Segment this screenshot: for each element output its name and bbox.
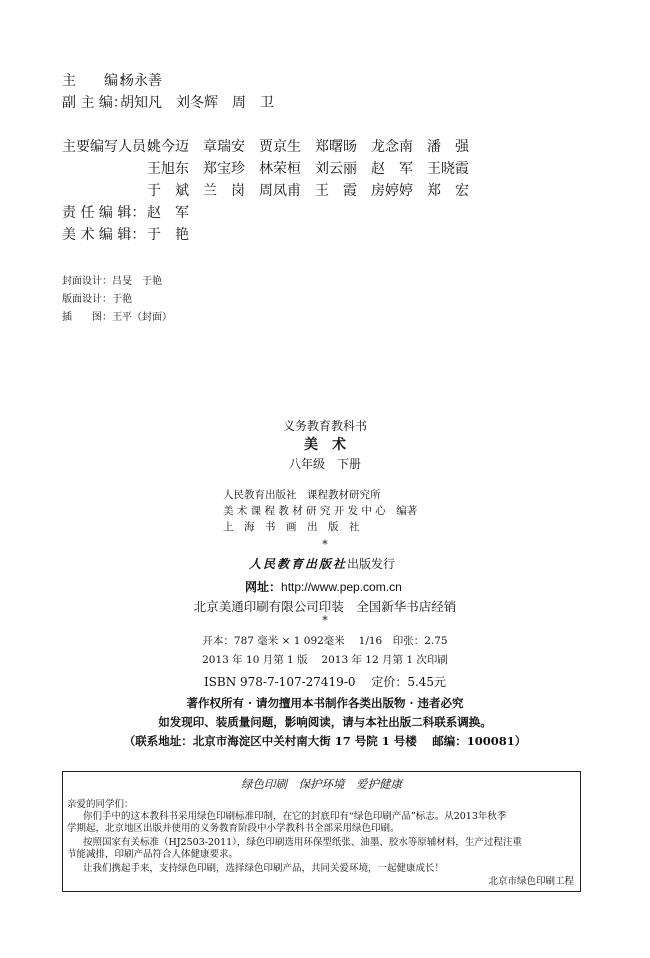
writers-label: 主要编写人员： <box>62 139 160 155</box>
author-line-1: 人民教育出版社 课程教材研究所 <box>223 489 381 501</box>
writers-row-1 <box>62 138 469 156</box>
separator-star-2: * <box>322 614 328 627</box>
layout-design-credit: 版面设计：于艳 <box>62 294 132 305</box>
green-printing-notice-box <box>62 771 581 892</box>
series-title: 义务教育教科书 <box>282 419 367 433</box>
publisher-suffix: 出版发行 <box>347 557 396 571</box>
writers-names-2: 王旭东 郑宝珍 林荣桓 刘云丽 赵 军 王晓霞 <box>147 161 469 177</box>
illustration-credit: 插 图：王平（封面） <box>62 312 172 323</box>
green-printing-signature: 北京市绿色印刷工程 <box>488 876 574 887</box>
cover-design-credit: 封面设计：吕旻 于艳 <box>62 276 162 287</box>
green-printing-text-2: 学期起，北京地区出版并使用的义务教育阶段中小学教科书全部采用绿色印刷。 <box>67 823 400 834</box>
green-printing-text-3: 按照国家有关标准（HJ2503-2011），绿色印刷选用环保型纸张、油墨、胶水等原辅材料，生产过程注重 <box>83 837 522 848</box>
copyright-notice: 著作权所有 · 请勿擅用本书制作各类出版物 · 违者必究 <box>186 696 464 710</box>
art-editor-names: 于 艳 <box>147 227 189 243</box>
green-printing-text-4: 节能减排，印刷产品符合人体健康要求。 <box>67 849 239 860</box>
book-title: 美 术 <box>304 437 346 453</box>
contact-address: （联系地址：北京市海淀区中关村南大街 17 号院 1 号楼 邮编：100081） <box>123 734 527 748</box>
green-printing-text-5: 让我们携起手来，支持绿色印刷，选择绿色印刷产品，共同关爱环境，一起健康成长！ <box>83 863 445 874</box>
responsible-editor-row <box>62 204 189 222</box>
printer-distributor: 北京美通印刷有限公司印装 全国新华书店经销 <box>193 599 457 614</box>
responsible-editor-names: 赵 军 <box>147 205 189 221</box>
publisher-logo-text: 人民教育出版社 <box>249 557 348 571</box>
deputy-editors-label: 副 主 编： <box>62 95 127 111</box>
deputy-editors-row <box>62 94 274 112</box>
green-printing-text-1: 你们手中的这本教科书采用绿色印刷标准印制，在它的封底印有“绿色印刷产品”标志。从2013年秋季 <box>83 811 507 822</box>
art-editor-row <box>62 226 189 244</box>
website-label: 网址： <box>245 580 282 594</box>
publisher-line <box>249 555 395 572</box>
writers-names-3: 于 斌 兰 岗 周凤甫 王 霞 房婷婷 郑 宏 <box>147 183 469 199</box>
edition-info: 2013 年 10 月第 1 版 2013 年 12 月第 1 次印刷 <box>202 654 448 666</box>
writers-names-1: 姚今迈 章瑞安 贾京生 郑曙旸 龙念南 潘 强 <box>147 139 469 155</box>
author-line-3: 上 海 书 画 出 版 社 <box>223 521 360 533</box>
quality-notice: 如发现印、装质量问题，影响阅读，请与本社出版二科联系调换。 <box>158 715 492 729</box>
author-line-2: 美 术 课 程 教 材 研 究 开 发 中 心 编著 <box>223 505 418 517</box>
grade-volume: 八年级 下册 <box>288 457 361 471</box>
art-editor-label: 美 术 编 辑： <box>62 227 146 243</box>
isbn-price: ISBN 978-7-107-27419-0 定价：5.45元 <box>203 675 447 689</box>
green-printing-header: 绿色印刷 保护环境 爱护健康 <box>241 777 402 791</box>
website-line <box>245 578 402 595</box>
format-specs: 开本：787 毫米 × 1 092毫米 1/16 印张：2.75 <box>202 635 448 647</box>
chief-editor-row <box>62 72 162 90</box>
chief-editor-label: 主 编： <box>62 73 132 89</box>
separator-star-1: * <box>322 538 328 551</box>
green-printing-greeting: 亲爱的同学们： <box>67 799 134 810</box>
deputy-editors-names: 胡知凡 刘冬辉 周 卫 <box>120 95 274 111</box>
responsible-editor-label: 责 任 编 辑： <box>62 205 146 221</box>
website-url[interactable]: http://www.pep.com.cn <box>281 580 402 594</box>
chief-editor-names: 杨永善 <box>120 73 162 89</box>
